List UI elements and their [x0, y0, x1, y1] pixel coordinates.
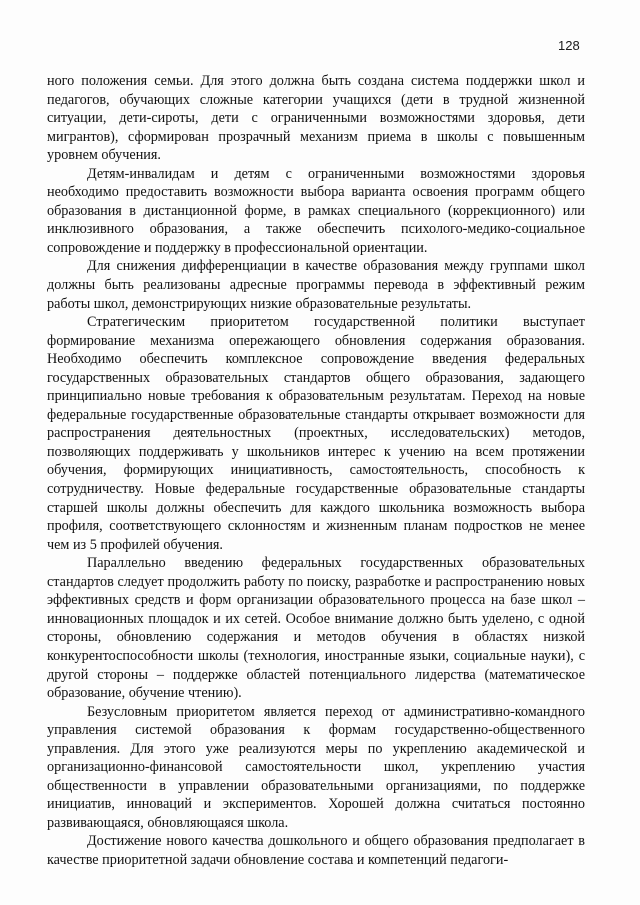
- page-body-text: [47, 72, 585, 870]
- paragraph-new-quality: Достижение нового качества дошкольного и общего образования предполагает в качестве приоритетной задачи обновление состава и компетенций педагоги-: [47, 833, 585, 868]
- page-number: 128: [558, 38, 580, 53]
- paragraph-disabled-children: Детям-инвалидам и детям с ограниченными возможностями здоровья необходимо предоставить возможности выбора варианта освоения программ общего образования в дистанционной форме, в рамках специального (коррекционного) или инклюзивного образования, а также обеспечить психолого-медико-социальное сопровождение и поддержку в профессиональной ориентации.: [47, 165, 585, 256]
- paragraph-management-priority: Безусловным приоритетом является переход от административно-командного управления системой образования к формам государственно-общественного управления. Для этого уже реализуются меры по укреплению академической и организационно-финансовой самостоятельности школ, укреплению участия общественности в управлении образовательными организациями, по поддержке инициатив, инноваций и экспериментов. Хорошей должна считаться постоянно развивающаяся, обновляющаяся школа.: [47, 703, 585, 831]
- paragraph-parallel-standards: Параллельно введению федеральных государственных образовательных стандартов следует продолжить работу по поиску, разработке и распространению новых эффективных средств и форм организации образовательного процесса на базе школ – инновационных площадок и их сетей. Особое внимание должно быть уделено, с одной стороны, обновлению содержания и методов обучения в областях низкой конкурентоспособности школы (технология, иностранные языки, социальные науки), с другой стороны – поддержке областей потенциального лидерства (математическое образование, обучение чтению).: [47, 555, 585, 702]
- paragraph-differentiation: Для снижения дифференциации в качестве образования между группами школ должны быть реализованы адресные программы перевода в эффективный режим работы школ, демонстрирующих низкие образовательные результаты.: [47, 258, 585, 312]
- paragraph-strategic-priority: Стратегическим приоритетом государственной политики выступает формирование механизма опережающего обновления содержания образования. Необходимо обеспечить комплексное сопровождение введения федеральных государственных образовательных стандартов общего образования, задающего принципиально новые требования к образовательным результатам. Переход на новые федеральные государственные образовательные стандарты открывает возможности для распространения деятельностных (проектных, исследовательских) методов, позволяющих поддерживать у школьников интерес к учению на всем протяжении обучения, формирующих инициативность, самостоятельность, способность к сотрудничеству. Новые федеральные государственные образовательные стандарты старшей школы должны обеспечить для каждого школьника возможность выбора профиля, соответствующего склонностям и жизненным планам подростков не менее чем из 5 профилей обучения.: [47, 314, 585, 553]
- paragraph-continuation: ного положения семьи. Для этого должна быть создана система поддержки школ и педагогов, обучающих сложные категории учащихся (дети в трудной жизненной ситуации, дети-сироты, дети с ограниченными возможностями здоровья, дети мигрантов), сформирован прозрачный механизм приема в школы с повышенным уровнем обучения.: [47, 73, 585, 164]
